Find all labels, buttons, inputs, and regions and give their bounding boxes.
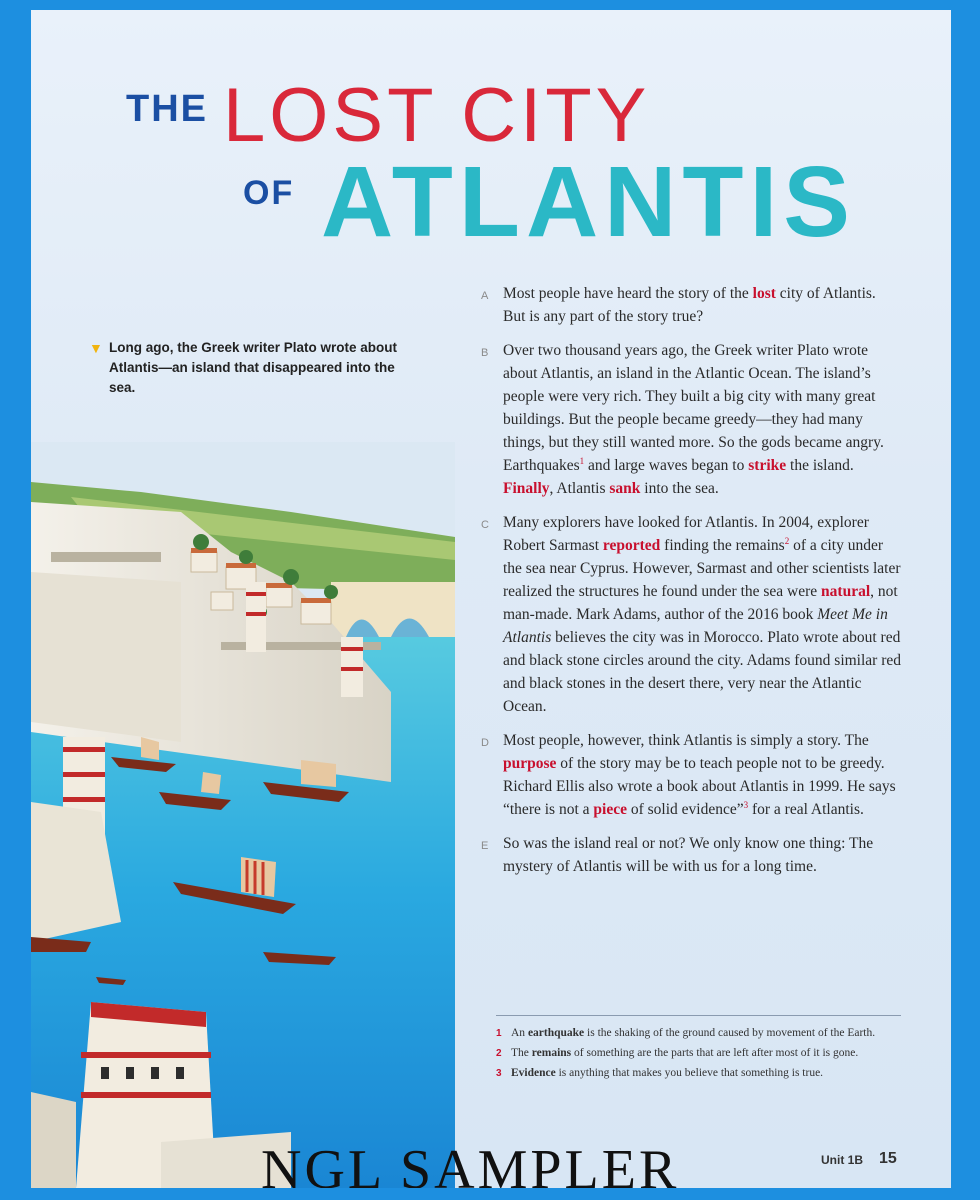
paragraph-d	[481, 729, 901, 821]
unit-label: Unit 1B	[821, 1153, 863, 1167]
text: finding the remains	[660, 537, 785, 554]
text: into the sea.	[640, 480, 719, 497]
text: is anything that makes you believe that something is true.	[555, 1067, 824, 1079]
text: So was the island real or not? We only know one thing: The mystery of Atlantis will be with us for a long time.	[503, 835, 874, 875]
text: of a city under the sea near Cyprus. However, Sarmast and other scientists later realized the structures he found under the sea were	[503, 537, 901, 600]
title-the: THE	[126, 88, 208, 130]
text: , not man-made. Mark Adams, author of the 2016 book	[503, 583, 898, 623]
textbook-page	[31, 10, 951, 1188]
vocab-word: purpose	[503, 755, 557, 772]
footnote	[496, 1026, 906, 1041]
page-number: 15	[879, 1150, 897, 1167]
vocab-word: piece	[593, 801, 627, 818]
footnote-marker: 3	[743, 799, 749, 810]
paragraph-letter: B	[481, 347, 489, 359]
paragraph-letter: A	[481, 290, 489, 302]
text: the island.	[786, 457, 854, 474]
text: Most people have heard the story of the	[503, 285, 753, 302]
text: , Atlantis	[549, 480, 610, 497]
footnote	[496, 1046, 906, 1061]
text: believes the city was in Morocco. Plato wrote about red and black stone circles around the city. Adams found similar red and black stones in the desert there, very near the Atlantic Ocean.	[503, 629, 902, 715]
vocab-word: lost	[752, 285, 776, 302]
paragraph-c	[481, 511, 901, 718]
text: is the shaking of the ground caused by movement of the Earth.	[584, 1027, 876, 1039]
text: of the story may be to teach people not to be greedy. Richard Ellis also wrote a book about Atlantis in 1999. He says “there is not a	[503, 755, 896, 818]
footnote-term: remains	[531, 1047, 572, 1059]
paragraph-e	[481, 832, 901, 878]
title-atlantis: ATLANTIS	[321, 146, 856, 258]
book-title: Meet Me in Atlantis	[503, 606, 888, 646]
vocab-word: Finally	[503, 480, 550, 497]
footnote-number: 2	[496, 1048, 502, 1059]
article-body	[481, 282, 901, 889]
text: for a real Atlantis.	[748, 801, 864, 818]
title-lost-city: LOST CITY	[223, 73, 651, 158]
footnote-marker: 1	[579, 455, 585, 466]
title-of: OF	[243, 174, 295, 212]
text: and large waves began to	[584, 457, 749, 474]
text: Most people, however, think Atlantis is simply a story. The	[503, 732, 869, 749]
sampler-watermark: NGL SAMPLER	[261, 1139, 680, 1188]
footnotes	[496, 1026, 906, 1086]
footnote-divider	[496, 1015, 901, 1016]
text: Many explorers have looked for Atlantis. In 2004, explorer Robert Sarmast	[503, 514, 869, 554]
text: city of Atlantis. But is any part of the story true?	[503, 285, 876, 325]
footnote-number: 1	[496, 1028, 502, 1039]
paragraph-letter: C	[481, 519, 489, 531]
footnote	[496, 1066, 906, 1081]
text: of solid evidence”	[626, 801, 744, 818]
paragraph-letter: E	[481, 840, 489, 852]
text: of something are the parts that are left after most of it is gone.	[571, 1047, 859, 1059]
text: The	[511, 1047, 532, 1059]
footnote-marker: 2	[784, 535, 790, 546]
image-caption	[89, 338, 399, 398]
vocab-word: strike	[748, 457, 787, 474]
caption-text: Long ago, the Greek writer Plato wrote about Atlantis—an island that disappeared into the sea.	[109, 340, 398, 395]
footnote-term: earthquake	[527, 1027, 585, 1039]
footnote-term: Evidence	[511, 1067, 556, 1079]
footnote-number: 3	[496, 1068, 502, 1079]
vocab-word: reported	[602, 537, 661, 554]
paragraph-a	[481, 282, 901, 328]
chevron-down-icon: ▼	[89, 340, 103, 356]
text: Over two thousand years ago, the Greek writer Plato wrote about Atlantis, an island in the Atlantic Ocean. The island’s people were very rich. They built a big city with many great buildings. But the people became greedy—they had many things, but they still wanted more. So the gods became angry. Earthquakes	[503, 342, 884, 474]
paragraph-b	[481, 339, 901, 500]
text: An	[511, 1027, 528, 1039]
atlantis-illustration	[31, 442, 455, 1188]
vocab-word: sank	[609, 480, 641, 497]
paragraph-letter: D	[481, 737, 489, 749]
vocab-word: natural	[821, 583, 871, 600]
